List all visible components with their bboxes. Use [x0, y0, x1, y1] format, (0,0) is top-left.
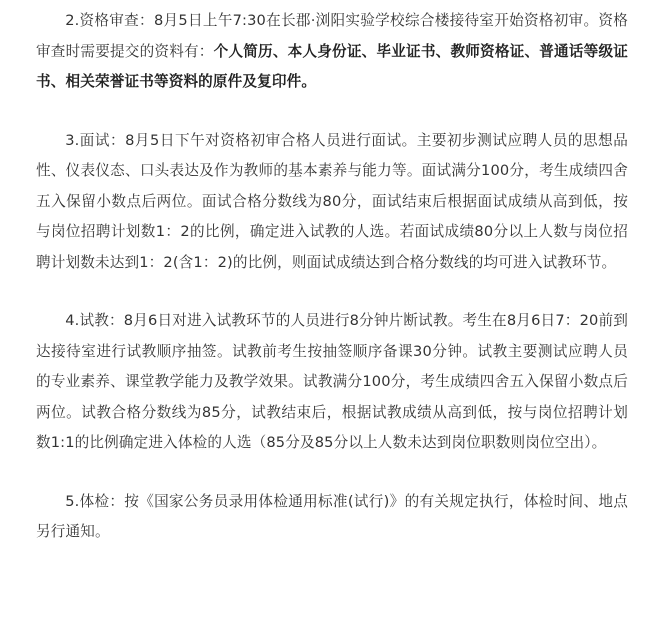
paragraph-interview [36, 126, 628, 279]
paragraph-gap [36, 278, 628, 306]
paragraph-trial-teaching [36, 306, 628, 459]
paragraph-gap [36, 459, 628, 487]
required-documents-bold: 个人简历、本人身份证、毕业证书、教师资格证、普通话等级证书、相关荣誉证书等资料的原件及复印件。 [36, 42, 628, 90]
paragraph-physical-exam [36, 487, 628, 548]
qualification-review-text: 2.资格审查：8月5日上午7:30在长郡·浏阳实验学校综合楼接待室开始资格初审。资格审查时需要提交的资料有： [36, 12, 628, 60]
trial-teaching-text: 4.试教：8月6日对进入试教环节的人员进行8分钟片断试教。考生在8月6日7：20前到达接待室进行试教顺序抽签。试教前考生按抽签顺序备课30分钟。试教主要测试应聘人员的专业素养、课堂教学能力及教学效果。试教满分100分，考生成绩四舍五入保留小数点后两位。试教合格分数线为85分，试教结束后，根据试教成绩从高到低，按与岗位招聘计划数1:1的比例确定进入体检的人选（85分及85分以上人数未达到岗位职数则岗位空出）。 [36, 312, 628, 451]
article-body [36, 6, 628, 548]
physical-exam-text: 5.体检：按《国家公务员录用体检通用标准(试行)》的有关规定执行，体检时间、地点另行通知。 [36, 492, 628, 540]
paragraph-gap [36, 98, 628, 126]
interview-text: 3.面试：8月5日下午对资格初审合格人员进行面试。主要初步测试应聘人员的思想品性、仪表仪态、口头表达及作为教师的基本素养与能力等。面试满分100分，考生成绩四舍五入保留小数点后两位。面试合格分数线为80分，面试结束后根据面试成绩从高到低，按与岗位招聘计划数1：2的比例，确定进入试教的人选。若面试成绩80分以上人数与岗位招聘计划数未达到1：2(含1：2)的比例，则面试成绩达到合格分数线的均可进入试教环节。 [36, 131, 628, 271]
paragraph-qualification-review [36, 6, 628, 98]
